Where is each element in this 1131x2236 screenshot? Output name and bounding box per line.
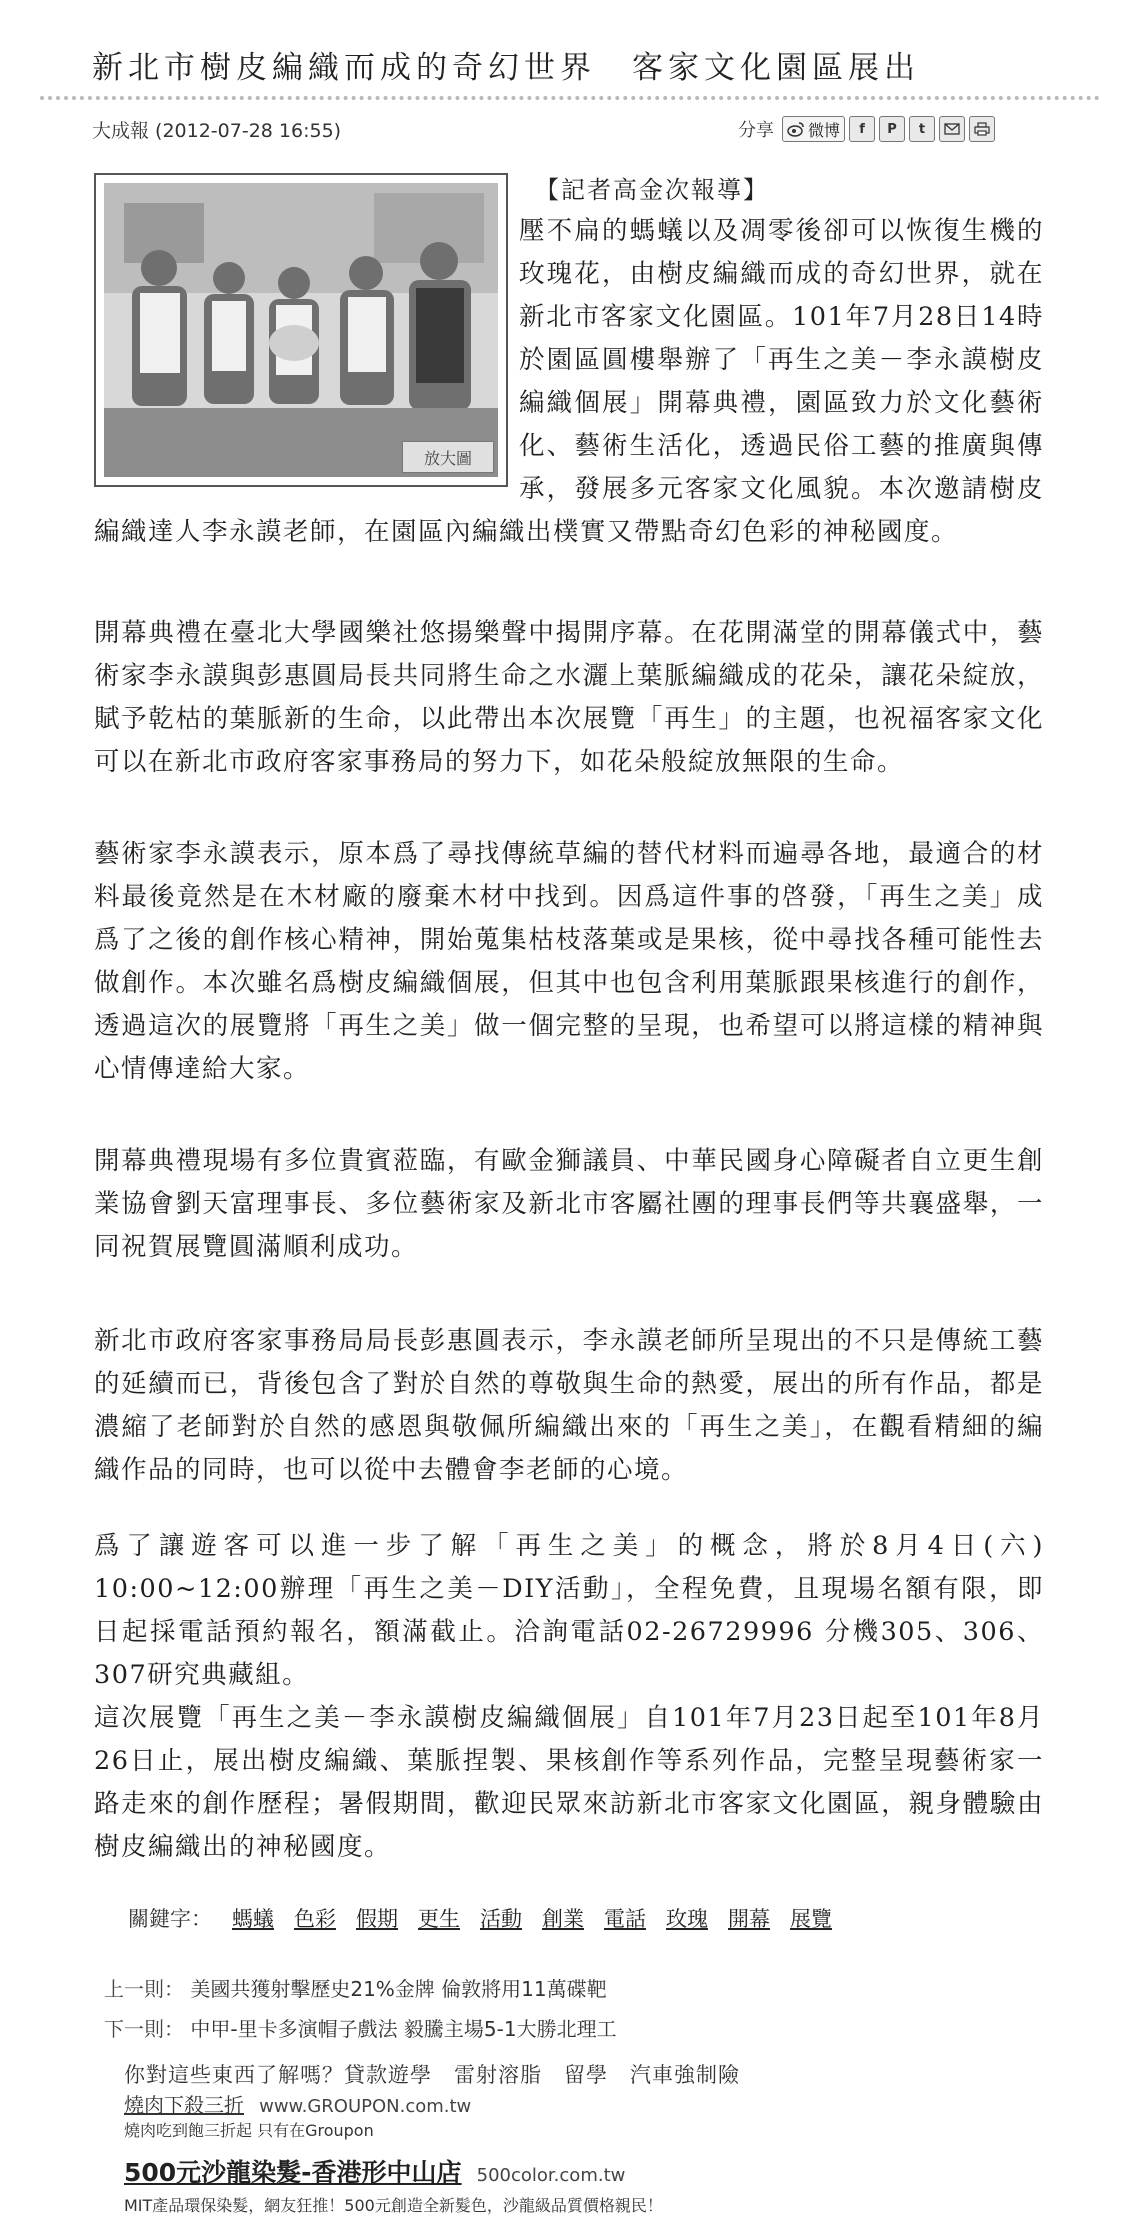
enlarge-photo-button[interactable]: 放大圖 [402,441,494,473]
next-article-label: 下一則： [104,2017,184,2041]
keyword-link[interactable]: 開幕 [728,1907,770,1931]
article-title: 新北市樹皮編織而成的奇幻世界 客家文化園區展出 [92,50,920,86]
keyword-link[interactable]: 電話 [604,1907,646,1931]
reporter-credit: 【記者高金次報導】 [535,176,769,204]
headline-bar [40,30,1100,100]
keyword-link[interactable]: 玫瑰 [666,1907,708,1931]
keyword-link[interactable]: 色彩 [294,1907,336,1931]
keyword-link[interactable]: 展覽 [790,1907,832,1931]
paragraph-3-text: 藝術家李永謨表示，原本爲了尋找傳統草編的替代材料而遍尋各地，最適合的材料最後竟然是在木材廠的廢棄木材中找到。因爲這件事的啓發，「再生之美」成爲了之後的創作核心精神，開始蒐集枯枝落葉或是果核，從中尋找各種可能性去做創作。本次雖名爲樹皮編織個展，但其中也包含利用葉脈跟果核進行的創作，透過這次的展覽將「再生之美」做一個完整的呈現，也希望可以將這樣的精神與心情傳達給大家。 [94,839,1044,1084]
keyword-link[interactable]: 假期 [356,1907,398,1931]
keyword-link[interactable]: 更生 [418,1907,460,1931]
prev-article-label: 上一則： [104,1977,184,2001]
twitter-icon[interactable]: t [909,116,935,142]
print-icon[interactable] [969,116,995,142]
article-paragraph-4 [94,1140,1044,1269]
ad-2-title[interactable]: 500元沙龍染髮-香港形中山店 [124,2158,462,2187]
weibo-share-button[interactable] [782,116,845,142]
facebook-icon[interactable]: f [849,116,875,142]
paragraph-5-text: 新北市政府客家事務局局長彭惠圓表示，李永謨老師所呈現出的不只是傳統工藝的延續而已，背後包含了對於自然的尊敬與生命的熱愛，展出的所有作品，都是濃縮了老師對於自然的感恩與敬佩所編織出來的「再生之美」，在觀看精細的編織作品的同時，也可以從中去體會李老師的心境。 [94,1326,1044,1485]
article-paragraph-3 [94,833,1044,1091]
share-label: 分享 [738,120,774,141]
ad-2-description: MIT產品環保染髮，網友狂推！500元創造全新髮色，沙龍級品質價格親民！ [124,2196,663,2215]
share-bar [738,114,995,144]
email-icon[interactable] [939,116,965,142]
ad-2-url[interactable]: 500color.com.tw [476,2165,626,2186]
sponsored-ads [124,2059,1024,2216]
ad-topics-line[interactable]: 你對這些東西了解嗎？貸款遊學 雷射溶脂 留學 汽車強制險 [124,2063,740,2087]
keyword-link[interactable]: 活動 [480,1907,522,1931]
article-paragraph-6 [94,1525,1044,1697]
article-paragraph-7 [94,1697,1044,1869]
paragraph-1-text: 壓不扁的螞蟻以及凋零後卻可以恢復生機的玫瑰花，由樹皮編織而成的奇幻世界，就在新北市客家文化園區。101年7月28日14時於園區圓樓舉辦了「再生之美－李永謨樹皮編織個展」開幕典禮，園區致力於文化藝術化、藝術生活化，透過民俗工藝的推廣與傳承，發展多元客家文化風貌。本次邀請樹皮編織達人李永謨老師，在園區內編織出樸實又帶點奇幻色彩的神秘國度。 [94,216,1044,547]
weibo-label: 微博 [808,120,841,140]
paragraph-4-text: 開幕典禮現場有多位貴賓蒞臨，有歐金獅議員、中華民國身心障礙者自立更生創業協會劉天富理事長、多位藝術家及新北市客屬社團的理事長們等共襄盛舉，一同祝賀展覽圓滿順利成功。 [94,1146,1044,1262]
article-paragraph-1 [94,210,1044,554]
keyword-link[interactable]: 螞蟻 [232,1907,274,1931]
weibo-icon [787,121,805,137]
paragraph-2-text: 開幕典禮在臺北大學國樂社悠揚樂聲中揭開序幕。在花開滿堂的開幕儀式中，藝術家李永謨與彭惠圓局長共同將生命之水灑上葉脈編織成的花朵，讓花朵綻放，賦予乾枯的葉脈新的生命，以此帶出本次展覽「再生」的主題，也祝福客家文化可以在新北市政府客家事務局的努力下，如花朵般綻放無限的生命。 [94,618,1044,777]
article-paragraph-2 [94,612,1044,784]
paragraph-7-text: 這次展覽「再生之美－李永謨樹皮編織個展」自101年7月23日起至101年8月26日止，展出樹皮編織、葉脈捏製、果核創作等系列作品，完整呈現藝術家一路走來的創作歷程；暑假期間，歡迎民眾來訪新北市客家文化園區，親身體驗由樹皮編織出的神秘國度。 [94,1703,1044,1862]
keyword-link[interactable]: 創業 [542,1907,584,1931]
ad-1-description: 燒肉吃到飽三折起 只有在Groupon [124,2121,374,2140]
ad-1-title[interactable]: 燒肉下殺三折 [124,2093,244,2117]
plurk-icon[interactable]: P [879,116,905,142]
next-article-row [104,2013,617,2042]
byline: 大成報 (2012-07-28 16:55) [92,120,342,142]
next-article-link[interactable]: 中甲-里卡多演帽子戲法 毅騰主場5-1大勝北理工 [190,2017,617,2041]
paragraph-6-text: 爲了讓遊客可以進一步了解「再生之美」的概念，將於8月4日(六) 10:00~12:00辦理「再生之美－DIY活動」，全程免費，且現場名額有限，即日起採電話預約報名，額滿截止。洽詢電話02-26729996 分機305、306、307研究典藏組。 [94,1531,1044,1690]
keywords-bar [128,1903,832,1933]
prev-article-row [104,1973,607,2002]
keywords-label: 關鍵字： [128,1907,212,1931]
prev-article-link[interactable]: 美國共獲射擊歷史21%金牌 倫敦將用11萬碟靶 [190,1977,607,2001]
article-paragraph-5 [94,1320,1044,1492]
ad-1-url[interactable]: www.GROUPON.com.tw [259,2096,472,2117]
